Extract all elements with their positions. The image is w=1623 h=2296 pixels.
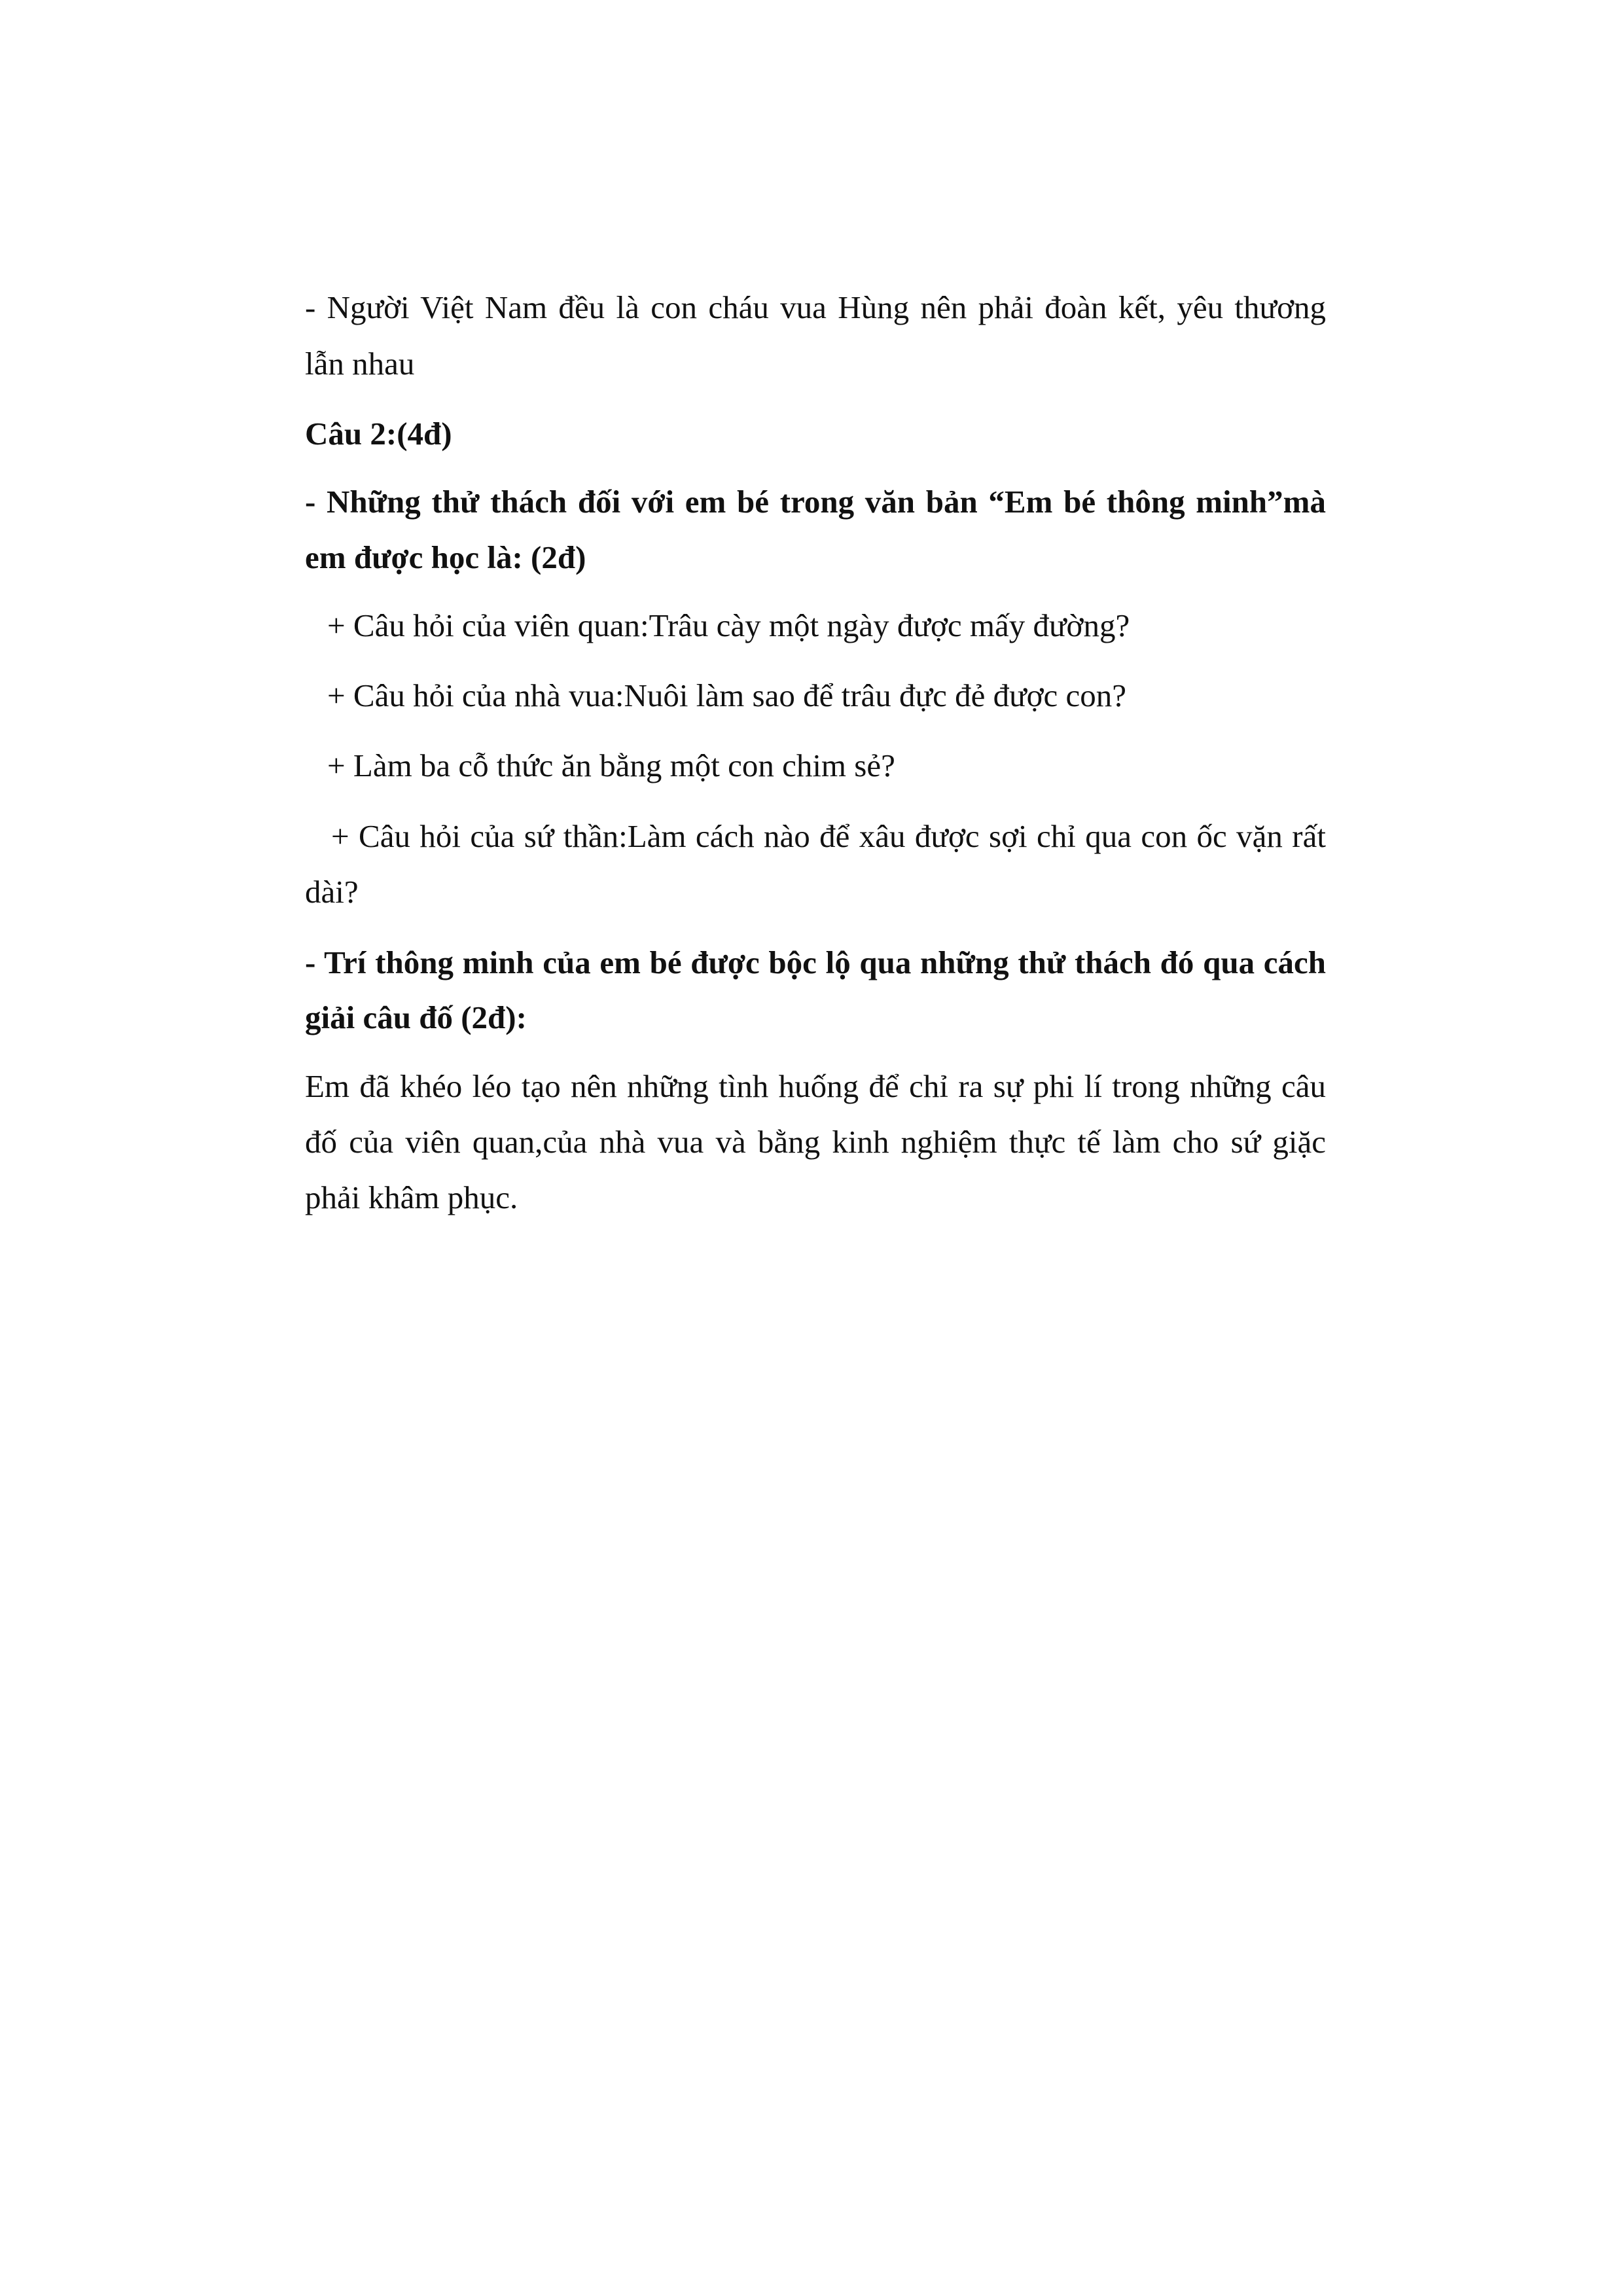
challenge-item-3: + Làm ba cỗ thức ăn bằng một con chim sẻ? <box>327 747 895 783</box>
section-2-heading-line-1: - Trí thông minh của em bé được bộc lộ qua những thử thách đó qua cách <box>305 944 1326 980</box>
answer-paragraph-line-1: Em đã khéo léo tạo nên những tình huống để chỉ ra sự phi lí trong những câu <box>305 1068 1326 1104</box>
paragraph-vietnamese-people-line-1: - Người Việt Nam đều là con cháu vua Hùng nên phải đoàn kết, yêu thương <box>305 289 1326 325</box>
challenge-item-1: + Câu hỏi của viên quan:Trâu cày một ngày được mấy đường? <box>327 607 1130 643</box>
challenge-item-4-line-1: + Câu hỏi của sứ thần:Làm cách nào để xâu được sợi chỉ qua con ốc vặn rất <box>331 818 1326 854</box>
section-1-heading-line-2: em được học là: (2đ) <box>305 539 586 575</box>
section-1-heading-line-1: - Những thử thách đối với em bé trong văn bản “Em bé thông minh”mà <box>305 484 1326 520</box>
answer-paragraph-line-2: đố của viên quan,của nhà vua và bằng kinh nghiệm thực tế làm cho sứ giặc <box>305 1124 1326 1160</box>
challenge-item-4-line-2: dài? <box>305 874 359 910</box>
heading-cau-2: Câu 2:(4đ) <box>305 416 452 452</box>
challenge-item-2: + Câu hỏi của nhà vua:Nuôi làm sao để trâu đực đẻ được con? <box>327 677 1127 713</box>
section-2-heading-line-2: giải câu đố (2đ): <box>305 999 527 1035</box>
answer-paragraph-line-3: phải khâm phục. <box>305 1179 518 1215</box>
paragraph-vietnamese-people-line-2: lẫn nhau <box>305 346 415 382</box>
